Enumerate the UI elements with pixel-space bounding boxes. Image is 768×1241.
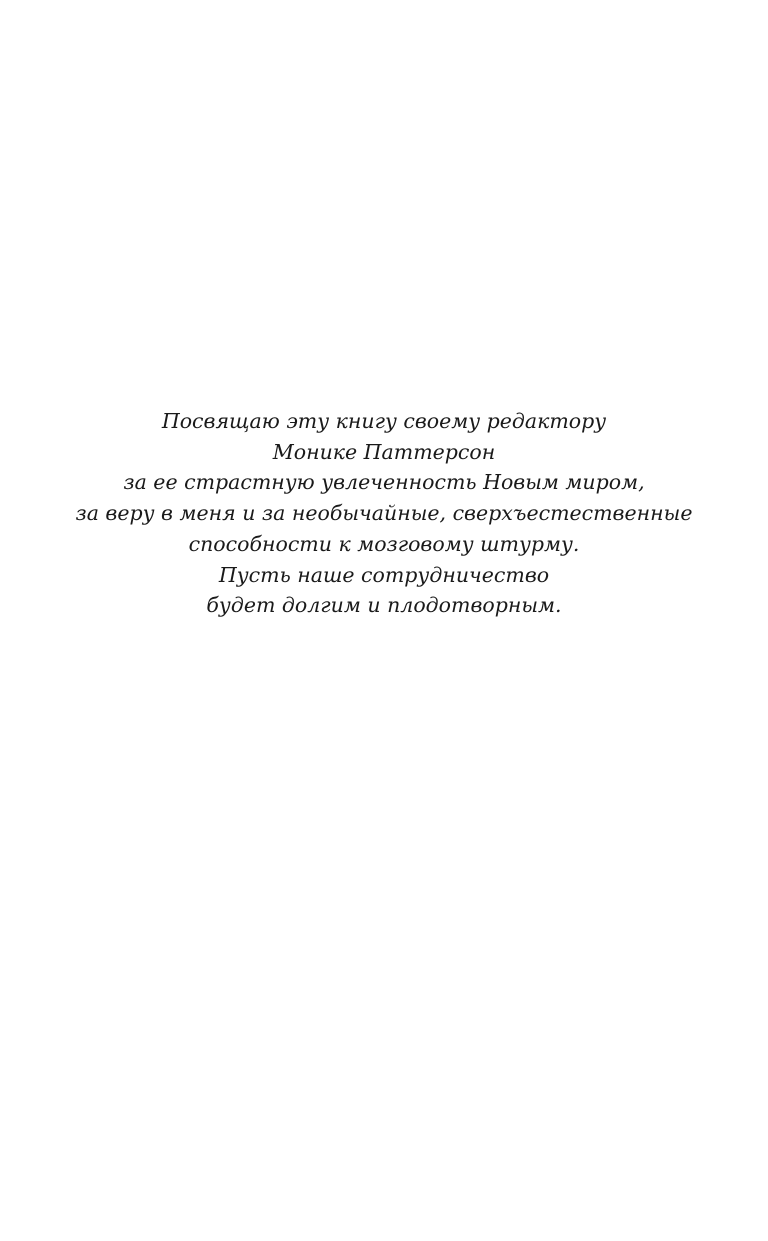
- dedication-line: Монике Паттерсон: [272, 439, 496, 464]
- dedication-line: будет долгим и плодотворным.: [206, 593, 562, 618]
- dedication-line: способности к мозговому штурму.: [188, 531, 580, 556]
- dedication-text: [0, 406, 768, 621]
- dedication-line: Пусть наше сотрудничество: [218, 562, 550, 587]
- dedication-line: Посвящаю эту книгу своему редактору: [161, 409, 607, 433]
- dedication-line: за веру в меня и за необычайные, сверхъестественные: [75, 501, 693, 526]
- dedication-line: за ее страстную увлеченность Новым миром,: [123, 470, 645, 495]
